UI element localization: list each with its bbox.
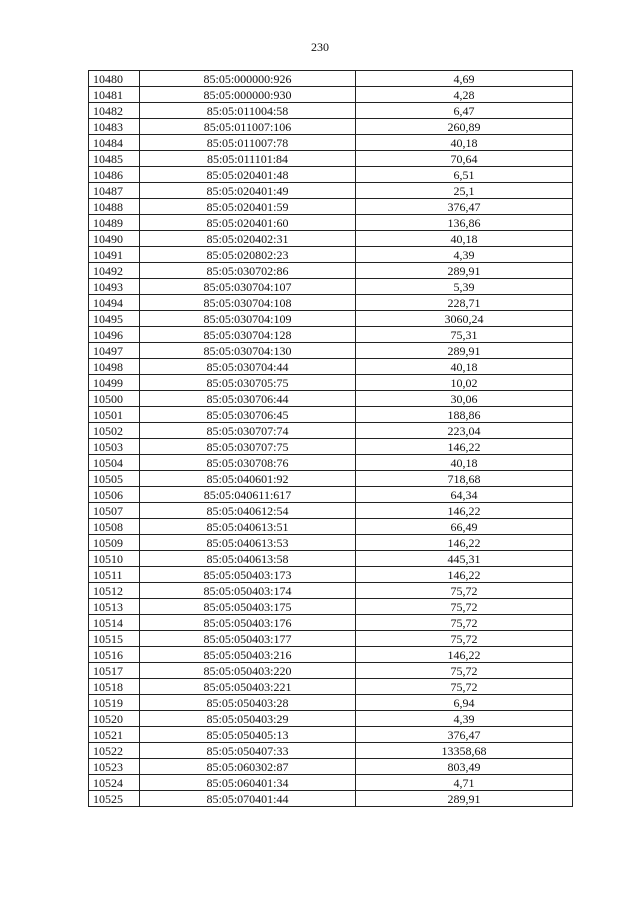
cadastral-number-cell: 85:05:011101:84 (140, 151, 356, 167)
row-value-cell: 6,47 (356, 103, 573, 119)
row-number-cell: 10505 (89, 471, 140, 487)
cadastral-number-cell: 85:05:030704:109 (140, 311, 356, 327)
row-value-cell: 289,91 (356, 791, 573, 807)
row-number-cell: 10480 (89, 71, 140, 87)
cadastral-number-cell: 85:05:040613:53 (140, 535, 356, 551)
table-row (89, 231, 573, 247)
cadastral-number-cell: 85:05:050403:28 (140, 695, 356, 711)
row-value-cell: 75,72 (356, 583, 573, 599)
cadastral-number-cell: 85:05:050403:173 (140, 567, 356, 583)
row-number-cell: 10488 (89, 199, 140, 215)
table-row (89, 679, 573, 695)
row-number-cell: 10506 (89, 487, 140, 503)
row-value-cell: 6,51 (356, 167, 573, 183)
row-value-cell: 223,04 (356, 423, 573, 439)
table-row (89, 215, 573, 231)
row-value-cell: 40,18 (356, 231, 573, 247)
row-value-cell: 146,22 (356, 503, 573, 519)
cadastral-number-cell: 85:05:040612:54 (140, 503, 356, 519)
row-value-cell: 75,31 (356, 327, 573, 343)
table-row (89, 263, 573, 279)
row-value-cell: 30,06 (356, 391, 573, 407)
row-value-cell: 146,22 (356, 535, 573, 551)
row-value-cell: 66,49 (356, 519, 573, 535)
row-value-cell: 4,69 (356, 71, 573, 87)
cadastral-number-cell: 85:05:030707:75 (140, 439, 356, 455)
row-number-cell: 10520 (89, 711, 140, 727)
row-value-cell: 3060,24 (356, 311, 573, 327)
row-value-cell: 25,1 (356, 183, 573, 199)
row-value-cell: 376,47 (356, 727, 573, 743)
cadastral-number-cell: 85:05:030706:44 (140, 391, 356, 407)
cadastral-number-cell: 85:05:050407:33 (140, 743, 356, 759)
row-number-cell: 10514 (89, 615, 140, 631)
cadastral-number-cell: 85:05:000000:930 (140, 87, 356, 103)
cadastral-number-cell: 85:05:040611:617 (140, 487, 356, 503)
table-row (89, 535, 573, 551)
table-row (89, 279, 573, 295)
cadastral-table (88, 70, 573, 807)
row-number-cell: 10510 (89, 551, 140, 567)
table-row (89, 295, 573, 311)
table-row (89, 375, 573, 391)
cadastral-number-cell: 85:05:030704:44 (140, 359, 356, 375)
row-number-cell: 10482 (89, 103, 140, 119)
table-row (89, 615, 573, 631)
row-value-cell: 376,47 (356, 199, 573, 215)
cadastral-number-cell: 85:05:050403:29 (140, 711, 356, 727)
row-value-cell: 75,72 (356, 615, 573, 631)
row-number-cell: 10515 (89, 631, 140, 647)
row-value-cell: 289,91 (356, 263, 573, 279)
row-value-cell: 4,39 (356, 711, 573, 727)
row-value-cell: 228,71 (356, 295, 573, 311)
row-value-cell: 445,31 (356, 551, 573, 567)
cadastral-number-cell: 85:05:040601:92 (140, 471, 356, 487)
row-value-cell: 260,89 (356, 119, 573, 135)
table-row (89, 103, 573, 119)
row-value-cell: 718,68 (356, 471, 573, 487)
cadastral-number-cell: 85:05:060401:34 (140, 775, 356, 791)
row-number-cell: 10484 (89, 135, 140, 151)
table-row (89, 199, 573, 215)
row-number-cell: 10496 (89, 327, 140, 343)
row-number-cell: 10481 (89, 87, 140, 103)
row-value-cell: 4,28 (356, 87, 573, 103)
cadastral-number-cell: 85:05:011007:106 (140, 119, 356, 135)
table-row (89, 71, 573, 87)
row-number-cell: 10493 (89, 279, 140, 295)
table-row (89, 631, 573, 647)
row-number-cell: 10512 (89, 583, 140, 599)
cadastral-number-cell: 85:05:030704:107 (140, 279, 356, 295)
row-value-cell: 40,18 (356, 455, 573, 471)
cadastral-number-cell: 85:05:030705:75 (140, 375, 356, 391)
row-number-cell: 10513 (89, 599, 140, 615)
row-number-cell: 10524 (89, 775, 140, 791)
table-row (89, 119, 573, 135)
cadastral-number-cell: 85:05:000000:926 (140, 71, 356, 87)
row-value-cell: 146,22 (356, 439, 573, 455)
cadastral-number-cell: 85:05:020802:23 (140, 247, 356, 263)
row-number-cell: 10522 (89, 743, 140, 759)
row-value-cell: 10,02 (356, 375, 573, 391)
row-value-cell: 188,86 (356, 407, 573, 423)
table-row (89, 743, 573, 759)
table-row (89, 791, 573, 807)
row-number-cell: 10509 (89, 535, 140, 551)
cadastral-number-cell: 85:05:011004:58 (140, 103, 356, 119)
table-row (89, 391, 573, 407)
row-number-cell: 10487 (89, 183, 140, 199)
cadastral-number-cell: 85:05:050403:174 (140, 583, 356, 599)
table-row (89, 551, 573, 567)
table-row (89, 471, 573, 487)
table-row (89, 695, 573, 711)
row-number-cell: 10486 (89, 167, 140, 183)
cadastral-number-cell: 85:05:020402:31 (140, 231, 356, 247)
cadastral-number-cell: 85:05:040613:58 (140, 551, 356, 567)
row-number-cell: 10497 (89, 343, 140, 359)
row-number-cell: 10502 (89, 423, 140, 439)
table-row (89, 167, 573, 183)
table-row (89, 343, 573, 359)
table-row (89, 487, 573, 503)
row-value-cell: 75,72 (356, 599, 573, 615)
row-number-cell: 10491 (89, 247, 140, 263)
cadastral-number-cell: 85:05:050403:221 (140, 679, 356, 695)
row-number-cell: 10501 (89, 407, 140, 423)
row-value-cell: 70,64 (356, 151, 573, 167)
cadastral-number-cell: 85:05:030704:108 (140, 295, 356, 311)
table-row (89, 327, 573, 343)
cadastral-number-cell: 85:05:040613:51 (140, 519, 356, 535)
row-number-cell: 10492 (89, 263, 140, 279)
row-value-cell: 146,22 (356, 647, 573, 663)
table-row (89, 567, 573, 583)
row-value-cell: 4,39 (356, 247, 573, 263)
cadastral-number-cell: 85:05:020401:49 (140, 183, 356, 199)
cadastral-number-cell: 85:05:020401:60 (140, 215, 356, 231)
cadastral-number-cell: 85:05:050403:177 (140, 631, 356, 647)
row-value-cell: 289,91 (356, 343, 573, 359)
row-value-cell: 75,72 (356, 679, 573, 695)
row-number-cell: 10483 (89, 119, 140, 135)
cadastral-number-cell: 85:05:011007:78 (140, 135, 356, 151)
row-number-cell: 10507 (89, 503, 140, 519)
table-row (89, 151, 573, 167)
row-value-cell: 4,71 (356, 775, 573, 791)
table-row (89, 359, 573, 375)
cadastral-number-cell: 85:05:050403:175 (140, 599, 356, 615)
row-number-cell: 10485 (89, 151, 140, 167)
cadastral-number-cell: 85:05:060302:87 (140, 759, 356, 775)
table-row (89, 455, 573, 471)
row-number-cell: 10504 (89, 455, 140, 471)
cadastral-number-cell: 85:05:030704:130 (140, 343, 356, 359)
row-number-cell: 10518 (89, 679, 140, 695)
row-number-cell: 10503 (89, 439, 140, 455)
table-row (89, 647, 573, 663)
cadastral-number-cell: 85:05:020401:48 (140, 167, 356, 183)
row-number-cell: 10500 (89, 391, 140, 407)
row-number-cell: 10495 (89, 311, 140, 327)
table-row (89, 759, 573, 775)
row-number-cell: 10499 (89, 375, 140, 391)
cadastral-number-cell: 85:05:030702:86 (140, 263, 356, 279)
table-row (89, 711, 573, 727)
page-number: 230 (311, 40, 329, 54)
row-value-cell: 146,22 (356, 567, 573, 583)
row-number-cell: 10519 (89, 695, 140, 711)
table-row (89, 599, 573, 615)
cadastral-number-cell: 85:05:050405:13 (140, 727, 356, 743)
row-number-cell: 10516 (89, 647, 140, 663)
table-row (89, 503, 573, 519)
table-row (89, 663, 573, 679)
cadastral-number-cell: 85:05:020401:59 (140, 199, 356, 215)
row-value-cell: 64,34 (356, 487, 573, 503)
row-value-cell: 136,86 (356, 215, 573, 231)
row-value-cell: 75,72 (356, 663, 573, 679)
row-number-cell: 10490 (89, 231, 140, 247)
row-number-cell: 10511 (89, 567, 140, 583)
row-value-cell: 40,18 (356, 359, 573, 375)
cadastral-number-cell: 85:05:030704:128 (140, 327, 356, 343)
table-row (89, 519, 573, 535)
row-value-cell: 6,94 (356, 695, 573, 711)
cadastral-number-cell: 85:05:030708:76 (140, 455, 356, 471)
row-number-cell: 10494 (89, 295, 140, 311)
row-number-cell: 10498 (89, 359, 140, 375)
table-body (89, 71, 573, 807)
table-row (89, 423, 573, 439)
cadastral-number-cell: 85:05:030707:74 (140, 423, 356, 439)
table-row (89, 135, 573, 151)
table-row (89, 727, 573, 743)
cadastral-number-cell: 85:05:070401:44 (140, 791, 356, 807)
row-value-cell: 803,49 (356, 759, 573, 775)
row-number-cell: 10523 (89, 759, 140, 775)
row-number-cell: 10489 (89, 215, 140, 231)
table-row (89, 439, 573, 455)
cadastral-number-cell: 85:05:050403:216 (140, 647, 356, 663)
table-row (89, 583, 573, 599)
row-value-cell: 13358,68 (356, 743, 573, 759)
table-row (89, 407, 573, 423)
cadastral-number-cell: 85:05:050403:220 (140, 663, 356, 679)
row-number-cell: 10521 (89, 727, 140, 743)
row-value-cell: 40,18 (356, 135, 573, 151)
table-row (89, 87, 573, 103)
row-number-cell: 10525 (89, 791, 140, 807)
row-number-cell: 10508 (89, 519, 140, 535)
table-row (89, 247, 573, 263)
cadastral-number-cell: 85:05:030706:45 (140, 407, 356, 423)
row-value-cell: 5,39 (356, 279, 573, 295)
row-number-cell: 10517 (89, 663, 140, 679)
cadastral-number-cell: 85:05:050403:176 (140, 615, 356, 631)
table-row (89, 183, 573, 199)
row-value-cell: 75,72 (356, 631, 573, 647)
table-row (89, 775, 573, 791)
table-row (89, 311, 573, 327)
